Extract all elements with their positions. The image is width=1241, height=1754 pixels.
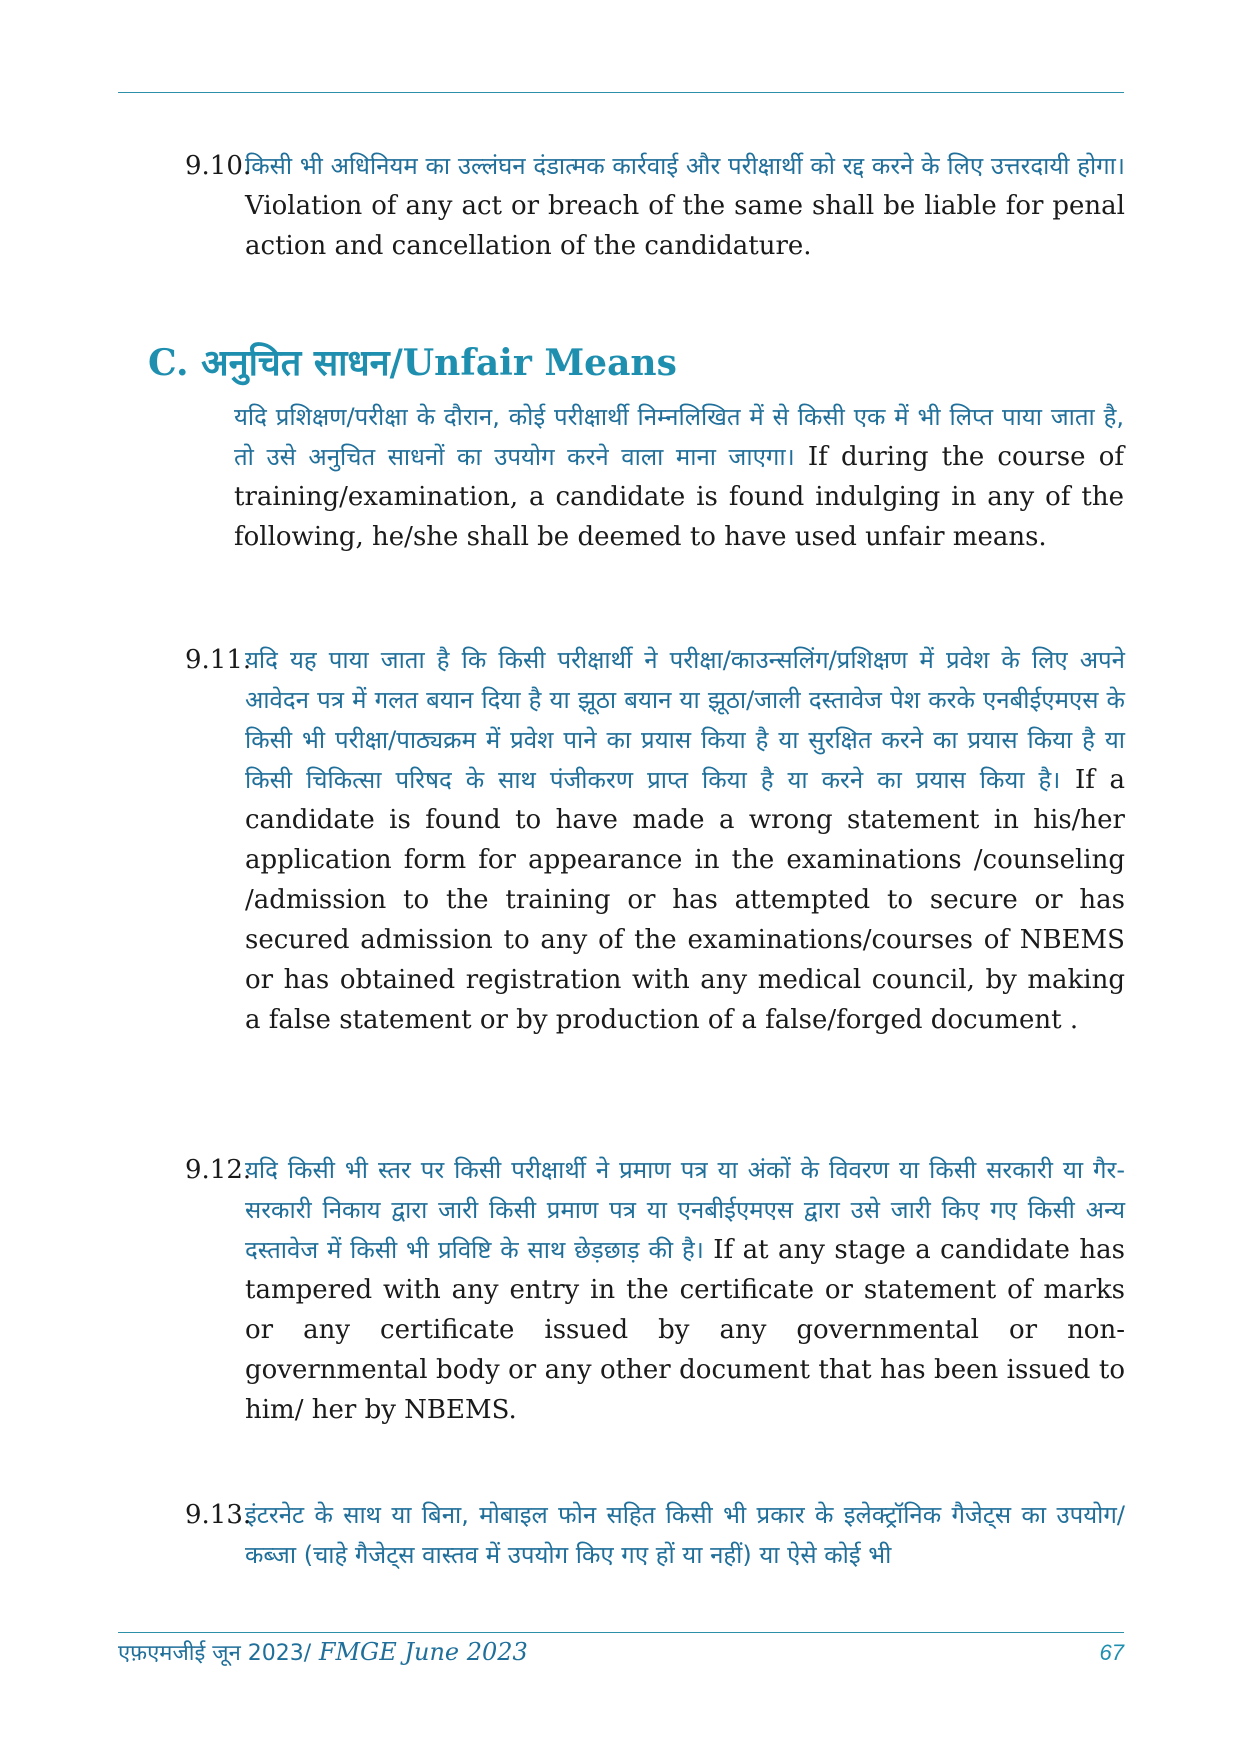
clause-number: 9.11. [185,645,252,675]
section-title-hindi: अनुचित साधन [201,343,390,384]
intro-english: If during the course of training/examination, a candidate is found indulging in any of the following, he/she shall be deemed to have used unfair means. [234,442,1124,552]
footer-title-english: FMGE June 2023 [311,1638,528,1666]
clause-9-13 [185,1495,1125,1575]
clause-text [245,1150,1125,1430]
clause-number: 9.13. [185,1500,252,1530]
clause-number: 9.12. [185,1155,252,1185]
footer-rule [118,1632,1124,1633]
clause-9-11 [185,640,1125,1040]
section-intro [234,397,1124,557]
clause-text [245,640,1125,1040]
clause-hindi: यदि यह पाया जाता है कि किसी परीक्षार्थी ने परीक्षा/काउन्सलिंग/प्रशिक्षण में प्रवेश के लिए अपने आवेदन पत्र में गलत बयान दिया है या झूठा बयान या झूठा/जाली दस्तावेज पेश करके एनबीईएमएस के किसी भी परीक्षा/पाठ्यक्रम में प्रवेश पाने का प्रयास किया है या सुरक्षित करने का प्रयास किया है या किसी चिकित्सा परिषद के साथ पंजीकरण प्राप्त किया है या करने का प्रयास किया है। [245,646,1125,794]
header-rule [118,92,1124,93]
clause-9-10 [185,146,1125,266]
clause-number: 9.10. [185,151,252,181]
footer-title [118,1634,528,1672]
clause-9-12 [185,1150,1125,1430]
clause-english: If at any stage a candidate has tampered with any entry in the certificate or statement of marks or any certificate issued by any governmental or non-governmental body or any other document that has been issued to him/ her by NBEMS. [245,1235,1125,1425]
clause-text [245,1495,1125,1575]
section-title-english: /Unfair Means [389,342,677,384]
clause-hindi: यदि किसी भी स्तर पर किसी परीक्षार्थी ने प्रमाण पत्र या अंकों के विवरण या किसी सरकारी या गैर-सरकारी निकाय द्वारा जारी किसी प्रमाण पत्र या एनबीईएमएस द्वारा उसे जारी किए गए किसी अन्य दस्तावेज में किसी भी प्रविष्टि के साथ छेड़छाड़ की है। [245,1156,1125,1264]
section-letter: C. [148,342,189,384]
clause-english: Violation of any act or breach of the same shall be liable for penal action and cancellation of the candidature. [245,191,1125,261]
clause-hindi: इंटरनेट के साथ या बिना, मोबाइल फोन सहित किसी भी प्रकार के इलेक्ट्रॉनिक गैजेट्स का उपयोग/कब्जा (चाहे गैजेट्स वास्तव में उपयोग किए गए हों या नहीं) या ऐसे कोई भी [245,1501,1125,1569]
intro-hindi: यदि प्रशिक्षण/परीक्षा के दौरान, कोई परीक्षार्थी निम्नलिखित में से किसी एक में भी लिप्त पाया जाता है, तो उसे अनुचित साधनों का उपयोग करने वाला माना जाएगा। [234,403,1124,471]
footer-title-hindi: एफ़एमजीई जून 2023/ [118,1641,312,1666]
clause-text [245,146,1125,266]
section-heading [148,338,677,389]
clause-hindi: किसी भी अधिनियम का उल्लंघन दंडात्मक कार्रवाई और परीक्षार्थी को रद्द करने के लिए उत्तरदायी होगा। [245,152,1125,180]
clause-english: If a candidate is found to have made a wrong statement in his/her application form for appearance in the examinations /counseling /admission to the training or has attempted to secure or has secured admission to any of the examinations/courses of NBEMS or has obtained registration with any medical council, by making a false statement or by production of a false/forged document . [245,765,1126,1035]
page-number: 67 [1099,1640,1124,1665]
